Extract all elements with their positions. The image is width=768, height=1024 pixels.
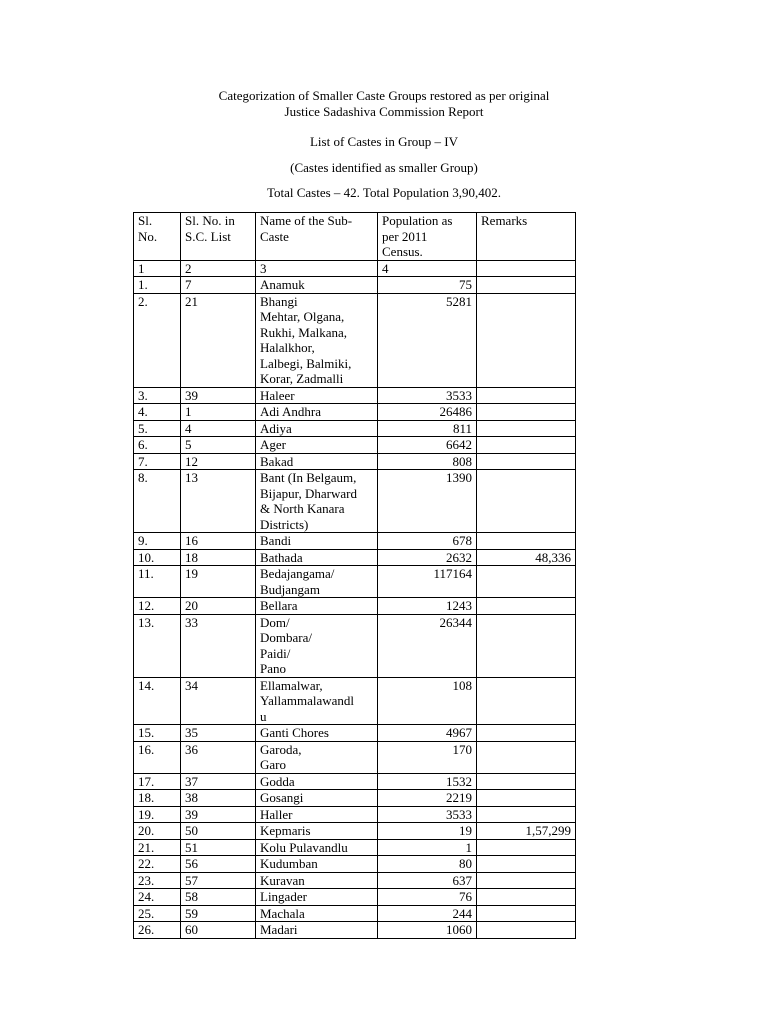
table-row <box>134 725 576 742</box>
cell-sub-caste-name: Kepmaris <box>256 823 378 840</box>
cell-sc-list-no: 57 <box>181 872 256 889</box>
cell-remarks <box>477 598 576 615</box>
cell-sub-caste-name: Ellamalwar, Yallammalawandl u <box>256 677 378 725</box>
cell-remarks <box>477 741 576 773</box>
cell-population: 4967 <box>378 725 477 742</box>
cell-sc-list-no: 5 <box>181 437 256 454</box>
cell-sub-caste-name: Bhangi Mehtar, Olgana, Rukhi, Malkana, Halalkhor, Lalbegi, Balmiki, Korar, Zadmalli <box>256 293 378 387</box>
cell-remarks <box>477 614 576 677</box>
cell-population: 26344 <box>378 614 477 677</box>
cell-sc-list-no: 18 <box>181 549 256 566</box>
cell-population: 6642 <box>378 437 477 454</box>
column-number: 4 <box>378 260 477 277</box>
document-title-line-2: Justice Sadashiva Commission Report <box>284 104 484 119</box>
cell-sub-caste-name: Garoda, Garo <box>256 741 378 773</box>
table-row <box>134 856 576 873</box>
cell-population: 811 <box>378 420 477 437</box>
cell-sl-no: 8. <box>134 470 181 533</box>
cell-population: 3533 <box>378 806 477 823</box>
cell-sc-list-no: 39 <box>181 387 256 404</box>
cell-sl-no: 26. <box>134 922 181 939</box>
cell-sl-no: 20. <box>134 823 181 840</box>
table-row <box>134 922 576 939</box>
cell-sc-list-no: 20 <box>181 598 256 615</box>
cell-sl-no: 23. <box>134 872 181 889</box>
cell-sc-list-no: 21 <box>181 293 256 387</box>
cell-population: 19 <box>378 823 477 840</box>
table-row <box>134 872 576 889</box>
cell-sc-list-no: 38 <box>181 790 256 807</box>
cell-sc-list-no: 56 <box>181 856 256 873</box>
table-row <box>134 533 576 550</box>
caste-table <box>133 212 576 939</box>
cell-population: 3533 <box>378 387 477 404</box>
cell-sub-caste-name: Haller <box>256 806 378 823</box>
cell-population: 5281 <box>378 293 477 387</box>
table-row <box>134 566 576 598</box>
cell-remarks <box>477 856 576 873</box>
column-number-row <box>134 260 576 277</box>
cell-population: 26486 <box>378 404 477 421</box>
cell-sl-no: 22. <box>134 856 181 873</box>
cell-remarks <box>477 905 576 922</box>
cell-remarks <box>477 806 576 823</box>
cell-population: 2632 <box>378 549 477 566</box>
cell-population: 1532 <box>378 773 477 790</box>
cell-sl-no: 6. <box>134 437 181 454</box>
cell-remarks <box>477 293 576 387</box>
cell-sl-no: 1. <box>134 277 181 294</box>
cell-sl-no: 4. <box>134 404 181 421</box>
header-sub-caste-name: Name of the Sub- Caste <box>256 213 378 261</box>
cell-remarks <box>477 566 576 598</box>
cell-population: 1243 <box>378 598 477 615</box>
cell-sc-list-no: 33 <box>181 614 256 677</box>
cell-sub-caste-name: Kudumban <box>256 856 378 873</box>
header-sl-no: Sl. No. <box>134 213 181 261</box>
cell-sc-list-no: 13 <box>181 470 256 533</box>
cell-sc-list-no: 36 <box>181 741 256 773</box>
cell-sl-no: 3. <box>134 387 181 404</box>
table-row <box>134 773 576 790</box>
cell-sub-caste-name: Kolu Pulavandlu <box>256 839 378 856</box>
cell-sc-list-no: 1 <box>181 404 256 421</box>
cell-sub-caste-name: Haleer <box>256 387 378 404</box>
cell-remarks <box>477 533 576 550</box>
cell-sub-caste-name: Madari <box>256 922 378 939</box>
cell-population: 678 <box>378 533 477 550</box>
cell-sl-no: 9. <box>134 533 181 550</box>
cell-sc-list-no: 16 <box>181 533 256 550</box>
table-row <box>134 293 576 387</box>
cell-remarks <box>477 404 576 421</box>
cell-sub-caste-name: Ager <box>256 437 378 454</box>
column-number: 2 <box>181 260 256 277</box>
cell-sl-no: 21. <box>134 839 181 856</box>
cell-sub-caste-name: Godda <box>256 773 378 790</box>
table-row <box>134 823 576 840</box>
cell-sc-list-no: 39 <box>181 806 256 823</box>
table-row <box>134 790 576 807</box>
cell-population: 637 <box>378 872 477 889</box>
column-number: 3 <box>256 260 378 277</box>
cell-population: 170 <box>378 741 477 773</box>
column-number: 1 <box>134 260 181 277</box>
cell-sl-no: 14. <box>134 677 181 725</box>
cell-population: 75 <box>378 277 477 294</box>
cell-remarks <box>477 420 576 437</box>
cell-remarks <box>477 725 576 742</box>
cell-sub-caste-name: Lingader <box>256 889 378 906</box>
cell-sc-list-no: 4 <box>181 420 256 437</box>
cell-sub-caste-name: Bathada <box>256 549 378 566</box>
subtitle: (Castes identified as smaller Group) <box>290 160 478 175</box>
header-sc-list-no: Sl. No. in S.C. List <box>181 213 256 261</box>
cell-sl-no: 13. <box>134 614 181 677</box>
table-row <box>134 806 576 823</box>
cell-sub-caste-name: Anamuk <box>256 277 378 294</box>
table-row <box>134 437 576 454</box>
summary-line: Total Castes – 42. Total Population 3,90,402. <box>266 185 502 200</box>
cell-sc-list-no: 58 <box>181 889 256 906</box>
table-row <box>134 741 576 773</box>
document-title-line-1: Categorization of Smaller Caste Groups restored as per original <box>218 88 550 103</box>
cell-sub-caste-name: Bant (In Belgaum, Bijapur, Dharward & North Kanara Districts) <box>256 470 378 533</box>
cell-remarks <box>477 677 576 725</box>
table-row <box>134 905 576 922</box>
cell-population: 2219 <box>378 790 477 807</box>
cell-remarks: 48,336 <box>477 549 576 566</box>
cell-remarks <box>477 453 576 470</box>
cell-sc-list-no: 50 <box>181 823 256 840</box>
cell-sub-caste-name: Kuravan <box>256 872 378 889</box>
cell-sub-caste-name: Ganti Chores <box>256 725 378 742</box>
cell-sub-caste-name: Bandi <box>256 533 378 550</box>
cell-sc-list-no: 35 <box>181 725 256 742</box>
cell-sl-no: 15. <box>134 725 181 742</box>
cell-remarks: 1,57,299 <box>477 823 576 840</box>
table-row <box>134 677 576 725</box>
cell-sl-no: 19. <box>134 806 181 823</box>
table-row <box>134 404 576 421</box>
table-row <box>134 598 576 615</box>
cell-sc-list-no: 51 <box>181 839 256 856</box>
cell-sc-list-no: 7 <box>181 277 256 294</box>
cell-remarks <box>477 889 576 906</box>
cell-sub-caste-name: Adiya <box>256 420 378 437</box>
cell-sl-no: 10. <box>134 549 181 566</box>
cell-population: 108 <box>378 677 477 725</box>
cell-remarks <box>477 790 576 807</box>
table-row <box>134 549 576 566</box>
cell-population: 244 <box>378 905 477 922</box>
table-row <box>134 387 576 404</box>
cell-sl-no: 7. <box>134 453 181 470</box>
cell-sl-no: 11. <box>134 566 181 598</box>
cell-sub-caste-name: Bellara <box>256 598 378 615</box>
cell-sub-caste-name: Gosangi <box>256 790 378 807</box>
table-body <box>134 277 576 939</box>
cell-sc-list-no: 37 <box>181 773 256 790</box>
column-number <box>477 260 576 277</box>
table-row <box>134 839 576 856</box>
cell-sc-list-no: 34 <box>181 677 256 725</box>
cell-remarks <box>477 437 576 454</box>
table-row <box>134 420 576 437</box>
cell-sub-caste-name: Dom/ Dombara/ Paidi/ Pano <box>256 614 378 677</box>
cell-sub-caste-name: Bedajangama/ Budjangam <box>256 566 378 598</box>
table-row <box>134 277 576 294</box>
cell-sc-list-no: 59 <box>181 905 256 922</box>
table-header-row <box>134 213 576 261</box>
table-row <box>134 453 576 470</box>
cell-population: 76 <box>378 889 477 906</box>
cell-population: 1390 <box>378 470 477 533</box>
cell-remarks <box>477 773 576 790</box>
cell-remarks <box>477 277 576 294</box>
header-remarks: Remarks <box>477 213 576 261</box>
cell-sc-list-no: 19 <box>181 566 256 598</box>
cell-sl-no: 18. <box>134 790 181 807</box>
cell-population: 1 <box>378 839 477 856</box>
cell-sl-no: 25. <box>134 905 181 922</box>
cell-sl-no: 12. <box>134 598 181 615</box>
list-title: List of Castes in Group – IV <box>309 134 459 149</box>
cell-sub-caste-name: Machala <box>256 905 378 922</box>
cell-population: 80 <box>378 856 477 873</box>
cell-remarks <box>477 872 576 889</box>
cell-remarks <box>477 839 576 856</box>
table-row <box>134 614 576 677</box>
cell-sc-list-no: 12 <box>181 453 256 470</box>
cell-population: 808 <box>378 453 477 470</box>
cell-sc-list-no: 60 <box>181 922 256 939</box>
header-population: Population as per 2011 Census. <box>378 213 477 261</box>
cell-sl-no: 2. <box>134 293 181 387</box>
cell-sl-no: 16. <box>134 741 181 773</box>
cell-population: 117164 <box>378 566 477 598</box>
table-row <box>134 889 576 906</box>
cell-sl-no: 24. <box>134 889 181 906</box>
cell-remarks <box>477 470 576 533</box>
cell-sub-caste-name: Bakad <box>256 453 378 470</box>
cell-sub-caste-name: Adi Andhra <box>256 404 378 421</box>
cell-population: 1060 <box>378 922 477 939</box>
cell-sl-no: 5. <box>134 420 181 437</box>
cell-remarks <box>477 922 576 939</box>
cell-sl-no: 17. <box>134 773 181 790</box>
table-row <box>134 470 576 533</box>
cell-remarks <box>477 387 576 404</box>
